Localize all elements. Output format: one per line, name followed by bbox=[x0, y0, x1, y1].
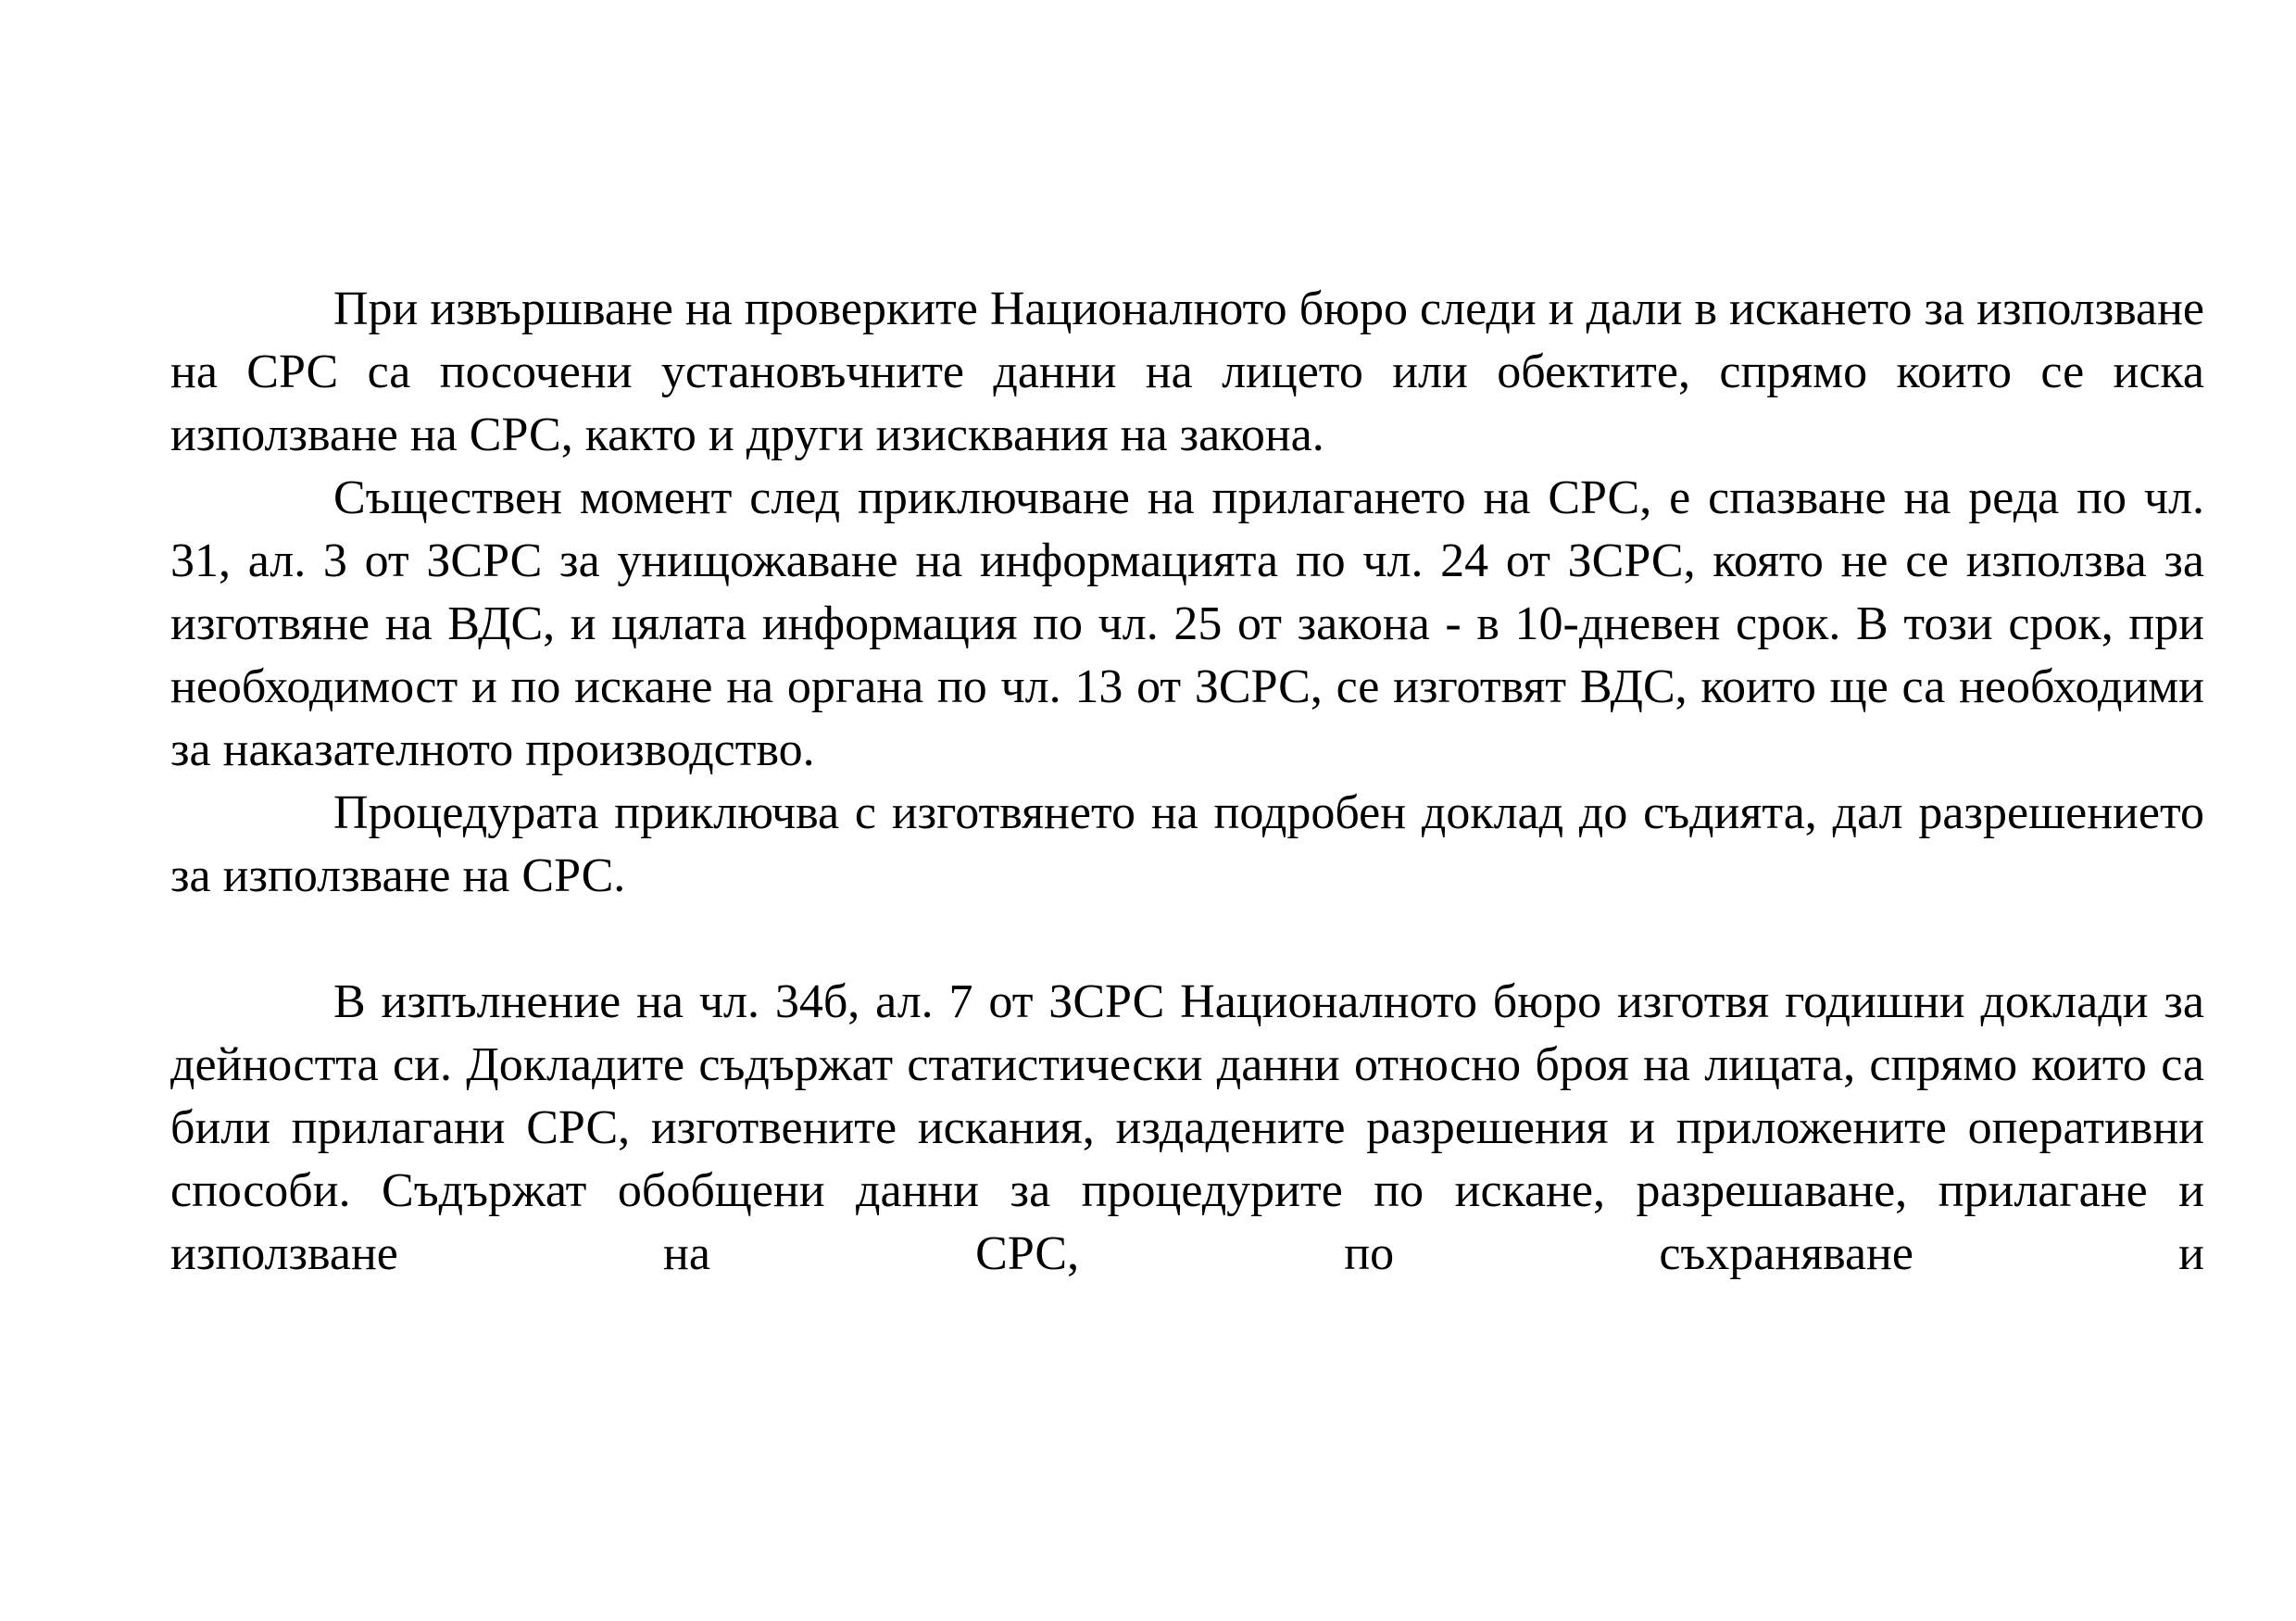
paragraph-spacer bbox=[170, 908, 2204, 971]
paragraph-verification: При извършване на проверките Националното бюро следи и дали в искането за използване на СРС са посочени установъчните данни на лицето или обектите, спрямо които се иска използване на СРС, както и други изисквания на закона. bbox=[170, 283, 2204, 461]
paragraph-annual-reports: В изпълнение на чл. 34б, ал. 7 от ЗСРС Националното бюро изготвя годишни доклади за дейността си. Докладите съдържат статистически данни относно броя на лицата, спрямо които са били прилагани СРС, изготвените искания, издадените разрешения и приложените оперативни способи. Съдържат обобщени данни за процедурите по искане, разрешаване, прилагане и използване на СРС, по съхраняване и bbox=[170, 975, 2204, 1280]
paragraph-final-report: Процедурата приключва с изготвянето на подробен доклад до съдията, дал разрешението за използване на СРС. bbox=[170, 786, 2204, 902]
document-body bbox=[170, 278, 2204, 1286]
paragraph-destruction-procedure: Съществен момент след приключване на прилагането на СРС, е спазване на реда по чл. 31, ал. 3 от ЗСРС за унищожаване на информацията по чл. 24 от ЗСРС, която не се използва за изготвяне на ВДС, и цялата информация по чл. 25 от закона - в 10-дневен срок. В този срок, при необходимост и по искане на органа по чл. 13 от ЗСРС, се изготвят ВДС, които ще са необходими за наказателното производство. bbox=[170, 471, 2204, 776]
